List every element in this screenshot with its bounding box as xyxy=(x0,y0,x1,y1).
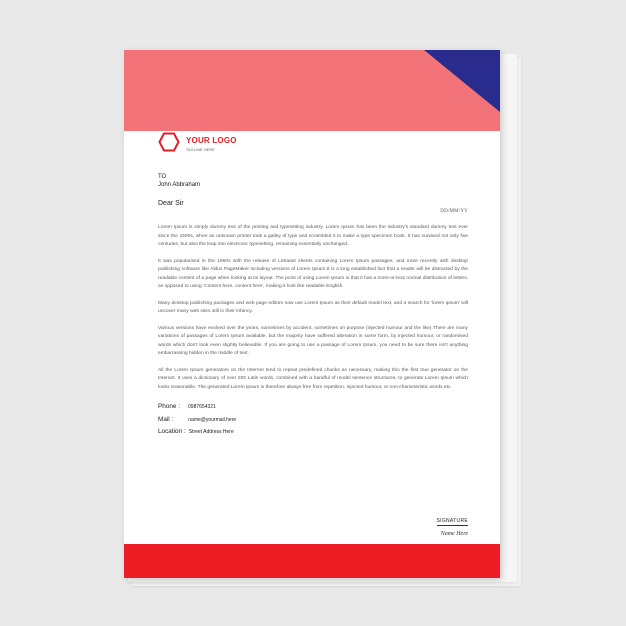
location-label: Location : xyxy=(158,428,186,435)
logo-name: YOUR LOGO xyxy=(186,135,237,145)
paragraph-2: It was popularised in the 1960s with the release of Letraset sheets containing Lorem Ipsum passages, and more recently with desktop publishing software like Aldus PageMaker including versions of Lorem Ipsum.It is a long established fact that a reader will be distracted by the readable content of a page when looking at its layout. The point of using Lorem Ipsum is that it has a more-or-less normal distribution of letters, as opposed to using 'Content here, content here', making it look like readable English. xyxy=(158,258,468,289)
paragraph-5: All the Lorem Ipsum generators on the Internet tend to repeat predefined chunks as necessary, making this the first true generator on the Internet. It uses a dictionary of over 200 Latin words, combined with a handful of model sentence structures, to generate Lorem Ipsum which looks reasonable. The generated Lorem Ipsum is therefore always free from repetition, injected humour, or non-characteristic words etc. xyxy=(158,367,468,390)
letter-body xyxy=(158,174,468,439)
hexagon-icon xyxy=(158,132,180,152)
contact-block xyxy=(158,401,468,439)
contact-mail xyxy=(158,414,468,427)
header-corner-triangle xyxy=(424,50,500,112)
phone-label: Phone : xyxy=(158,403,181,410)
recipient-label: TO xyxy=(158,174,167,180)
signature-block xyxy=(437,509,469,537)
signature-name: Name Here xyxy=(440,531,468,537)
letter-date: DD/MM/YY xyxy=(440,209,468,214)
paragraph-4: Various versions have evolved over the years, sometimes by accident, sometimes on purpose (injected humour and the like).There are many variations of passages of Lorem Ipsum available, but the majority have suffered alteration in some form, by injected humour, or randomised words which don't look even slightly believable. If you are going to use a passage of Lorem Ipsum, you need to be sure there isn't anything embarrassing hidden in the middle of text. xyxy=(158,325,468,356)
footer-band xyxy=(124,544,500,578)
phone-value: 0987654321 xyxy=(188,404,216,410)
contact-location xyxy=(158,426,468,439)
signature-label: SIGNATURE xyxy=(436,518,468,524)
salutation: Dear Sir xyxy=(158,200,184,207)
letterhead-page xyxy=(124,50,500,578)
logo xyxy=(158,131,237,153)
recipient-name: John Abbraham xyxy=(158,182,201,188)
logo-tagline: TAGLINE HERE xyxy=(186,147,216,152)
paragraph-3: Many desktop publishing packages and web page editors now use Lorem Ipsum as their default model text, and a search for 'lorem ipsum' will uncover many web sites still in their infancy. xyxy=(158,300,468,314)
mail-value: name@yourmail.here xyxy=(188,416,237,423)
paragraph-1: Lorem Ipsum is simply dummy text of the printing and typesetting industry. Lorem Ipsum has been the industry's standard dummy text ever since the 1500s, when an unknown printer took a galley of type and scrambled it to make a type specimen book. It has survived not only five centuries, but also the leap into electronic typesetting, remaining essentially unchanged. xyxy=(158,225,468,247)
contact-phone xyxy=(158,401,468,414)
mail-label: Mail : xyxy=(158,415,174,423)
location-value: Street Address Here xyxy=(188,429,234,435)
